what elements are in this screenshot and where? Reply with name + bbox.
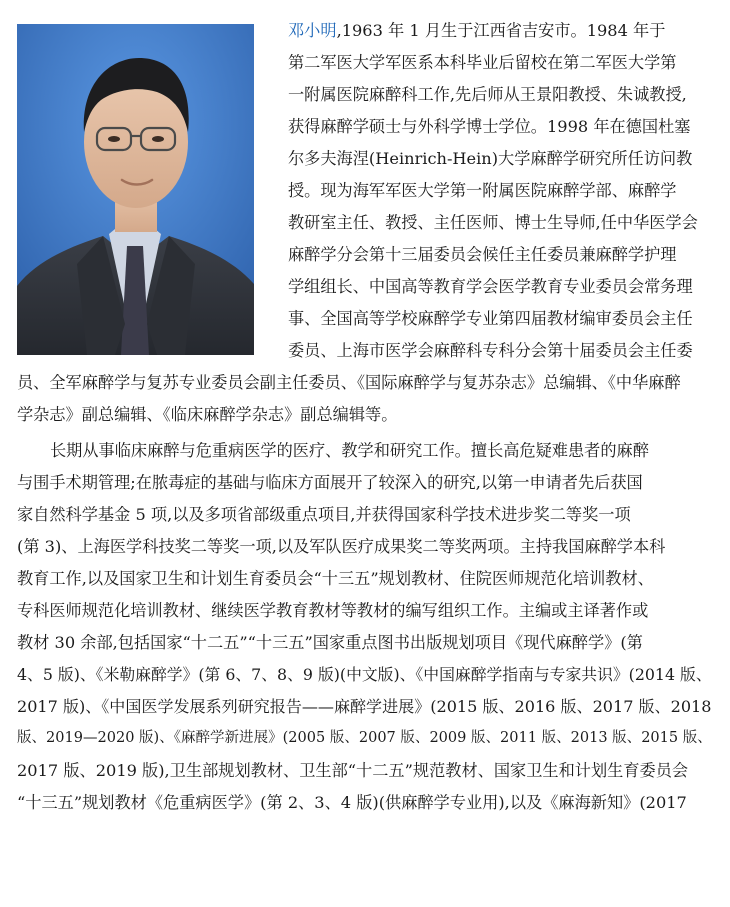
bio-line-12: 员、全军麻醉学与复苏专业委员会副主任委员、《国际麻醉学与复苏杂志》总编辑、《中华麻醉	[17, 373, 681, 392]
bio-line-11: 委员、上海市医学会麻醉科专科分会第十届委员会主任委	[288, 341, 693, 360]
work-line-8: 4、5 版)、《米勒麻醉学》(第 6、7、8、9 版)(中文版)、《中国麻醉学指南与专家共识》(2014 版、	[17, 665, 712, 684]
work-line-4: (第 3)、上海医学科技奖二等奖一项,以及军队医疗成果奖二等奖两项。主持我国麻醉学本科	[17, 537, 666, 556]
work-line-7: 教材 30 余部,包括国家“十二五”“十三五”国家重点图书出版规划项目《现代麻醉学》(第	[17, 633, 643, 652]
bio-line-13: 学杂志》副总编辑、《临床麻醉学杂志》副总编辑等。	[17, 405, 398, 424]
work-line-6: 专科医师规范化培训教材、继续医学教育教材等教材的编写组织工作。主编或主译著作或	[17, 601, 649, 620]
bio-line-3: 一附属医院麻醉科工作,先后师从王景阳教授、朱诚教授,	[288, 85, 687, 104]
work-line-12: “十三五”规划教材《危重病医学》(第 2、3、4 版)(供麻醉学专业用),以及《麻海新知》(2017	[17, 793, 687, 812]
bio-line-5: 尔多夫海涅(Heinrich-Hein)大学麻醉学研究所任访问教	[288, 149, 693, 168]
bio-line-9: 学组组长、中国高等教育学会医学教育专业委员会常务理	[288, 277, 693, 296]
work-line-9: 2017 版)、《中国医学发展系列研究报告——麻醉学进展》(2015 版、2016 版、2017 版、2018	[17, 697, 712, 716]
bio-line-8: 麻醉学分会第十三届委员会候任主任委员兼麻醉学护理	[288, 245, 677, 264]
bio-line-4: 获得麻醉学硕士与外科学博士学位。1998 年在德国杜塞	[288, 117, 691, 136]
person-name: 邓小明	[288, 21, 337, 40]
portrait-illustration	[17, 24, 254, 355]
work-line-3: 家自然科学基金 5 项,以及多项省部级重点项目,并获得国家科学技术进步奖二等奖一项	[17, 505, 631, 524]
work-line-2: 与围手术期管理;在脓毒症的基础与临床方面展开了较深入的研究,以第一申请者先后获国	[17, 473, 643, 492]
work-line-10: 版、2019—2020 版)、《麻醉学新进展》(2005 版、2007 版、2009 版、2011 版、2013 版、2015 版、	[17, 730, 712, 746]
portrait-photo	[17, 24, 254, 355]
work-line-5: 教育工作,以及国家卫生和计划生育委员会“十三五”规划教材、住院医师规范化培训教材、	[17, 569, 654, 588]
work-line-11: 2017 版、2019 版),卫生部规划教材、卫生部“十二五”规范教材、国家卫生和计划生育委员会	[17, 761, 689, 780]
work-line-1: 长期从事临床麻醉与危重病医学的医疗、教学和研究工作。擅长高危疑难患者的麻醉	[50, 441, 649, 460]
bio-line-10: 事、全国高等学校麻醉学专业第四届教材编审委员会主任	[288, 309, 693, 328]
bio-line-1	[288, 23, 665, 39]
bio-line-text: ,1963 年 1 月生于江西省吉安市。1984 年于	[336, 21, 666, 40]
bio-line-6: 授。现为海军军医大学第一附属医院麻醉学部、麻醉学	[288, 181, 677, 200]
bio-line-7: 教研室主任、教授、主任医师、博士生导师,任中华医学会	[288, 213, 698, 232]
bio-line-2: 第二军医大学军医系本科毕业后留校在第二军医大学第	[288, 53, 677, 72]
